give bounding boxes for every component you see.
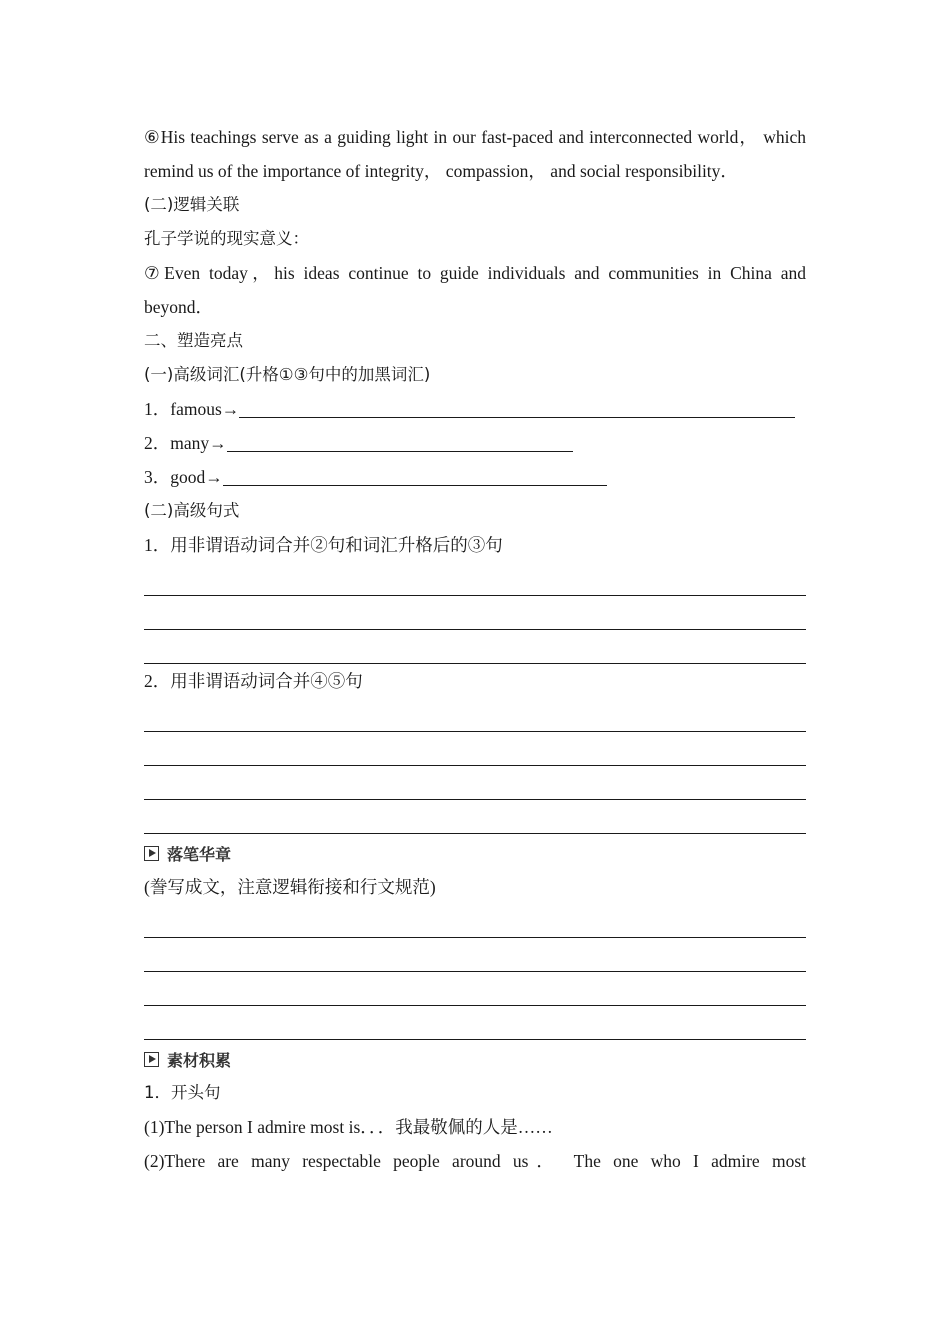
sentence-heading: (二)高级句式 [144,501,240,520]
writing-section-header [144,836,806,870]
vocab-item-famous [144,392,806,426]
vocab-item-many [144,426,806,460]
answer-line[interactable] [144,972,806,1006]
answer-blank[interactable] [239,397,795,418]
vocab-label: 1．famous→ [144,399,240,419]
answer-line[interactable] [144,800,806,834]
writing-title: 落笔华章 [167,844,232,864]
highlights-heading: 二、塑造亮点 [144,331,243,350]
task-2: 2．用非谓语动词合并④⑤句 [144,671,363,691]
answer-line[interactable] [144,562,806,596]
materials-subheading: 1．开头句 [144,1083,221,1102]
material-item-2: (2)There are many respectable people around us． The one who I admire most [144,1151,806,1171]
sentence-7: ⑦Even today，his ideas continue to guide individuals and communities in China and beyond． [144,263,806,317]
vocab-heading: (一)高级词汇(升格①③句中的加黑词汇) [144,365,431,384]
play-triangle-icon [144,846,159,861]
answer-blank[interactable] [227,431,573,452]
answer-line[interactable] [144,596,806,630]
answer-line[interactable] [144,698,806,732]
answer-blank[interactable] [223,465,607,486]
answer-line[interactable] [144,904,806,938]
answer-line[interactable] [144,732,806,766]
sentence-6: ⑥His teachings serve as a guiding light in our fast-paced and interconnected world， which remind us of the importance of integrity， compassion， and social responsibility． [144,127,806,181]
task-1: 1．用非谓语动词合并②句和词汇升格后的③句 [144,535,503,555]
vocab-label: 3．good→ [144,467,223,487]
play-triangle-icon [144,1052,159,1067]
answer-line[interactable] [144,766,806,800]
vocab-item-good [144,460,806,494]
answer-line[interactable] [144,1006,806,1040]
logic-heading: (二)逻辑关联 [144,195,240,214]
writing-note: (誊写成文，注意逻辑衔接和行文规范) [144,877,436,897]
vocab-label: 2．many→ [144,433,227,453]
answer-line[interactable] [144,630,806,664]
answer-line[interactable] [144,938,806,972]
logic-subheading: 孔子学说的现实意义： [144,229,309,248]
material-item-1: (1)The person I admire most is．．．我最敬佩的人是…… [144,1117,553,1137]
materials-section-header [144,1042,806,1076]
materials-title: 素材积累 [167,1050,232,1070]
worksheet-content [144,120,806,1178]
